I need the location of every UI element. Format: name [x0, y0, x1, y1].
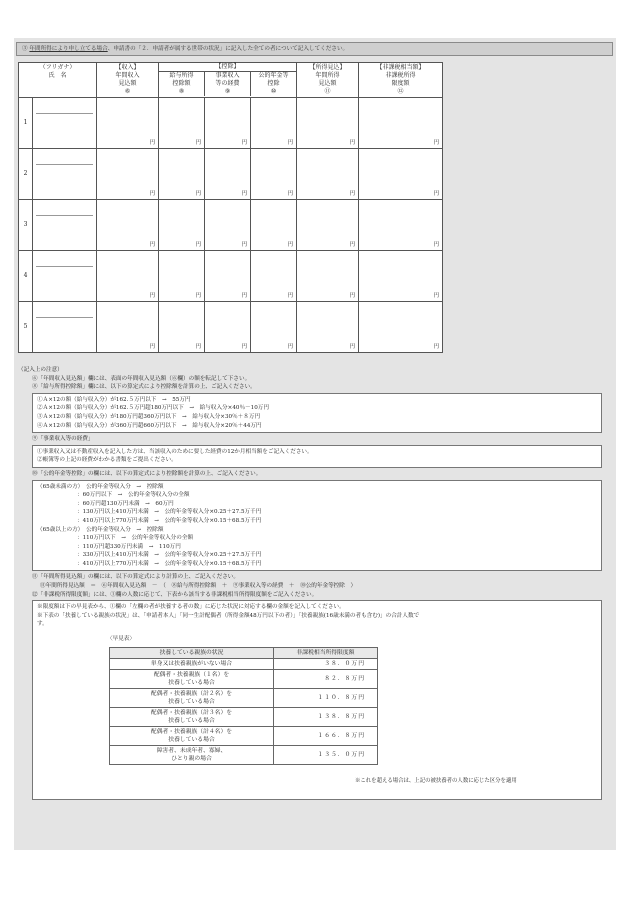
estimate-col-label-1: 年間所得 — [315, 72, 340, 79]
section-header-emphasis: 年間所得により申し立てる場合 — [29, 46, 108, 52]
quick-status-cell — [110, 707, 274, 726]
note-9-box — [32, 445, 602, 468]
note-10-item: ：60万円超130万円未満 → 60万円 — [77, 500, 174, 507]
limit-cell[interactable] — [359, 302, 443, 353]
note-12-text: す。 — [37, 621, 48, 628]
quick-row-label: 単身又は扶養親族がいない場合 — [150, 660, 233, 667]
ded1-cell[interactable] — [159, 302, 205, 353]
quick-row-label: 扶養している場合 — [168, 698, 215, 705]
table-row — [19, 251, 443, 302]
yen-unit: 円 — [149, 140, 156, 146]
ded3-cell[interactable] — [251, 302, 297, 353]
quick-row-label: 配偶者・扶養親族（１名）を — [153, 671, 230, 678]
quick-reference-table — [109, 647, 378, 765]
yen-unit: 円 — [433, 293, 440, 299]
note-8-item: ②Ａ×12の額（給与収入分）が162.５万円超180万円以下 → 給与収入分×40％－10万円 — [37, 405, 269, 412]
ded1-cell[interactable] — [159, 98, 205, 149]
quick-table-title: 〈早見表〉 — [107, 636, 135, 643]
table-header-row — [19, 63, 443, 98]
note-9: ⑨「事業収入等の経費」 — [32, 436, 94, 443]
quick-row-label: 扶養している場合 — [168, 736, 215, 743]
quick-row — [110, 707, 378, 726]
note-8-box — [32, 393, 602, 433]
table-row — [19, 302, 443, 353]
yen-unit: 円 — [149, 242, 156, 248]
yen-unit: 円 — [349, 344, 356, 350]
note-10-item: ：330万円以上410万円未満 → 公的年金等収入分×0.25＋27.5万千円 — [77, 552, 262, 559]
instructions — [18, 366, 600, 802]
yen-unit: 円 — [149, 191, 156, 197]
ded3-label-1: 公的年金等 — [258, 72, 289, 79]
note-10-item: ：410万円以上770万円未満 → 公的年金等収入分×0.15＋68.5万千円 — [77, 517, 262, 524]
note-10: ⑩「公的年金等控除」の欄には、以下の算定式により控除額を計算の上、ご記入ください。 — [32, 470, 262, 477]
note-12: ⑫「非課税所得限度額」には、①欄の人数に応じて、下表から該当する非課税相当所得限度額をご記入ください。 — [32, 591, 318, 598]
note-9-item: ①事業収入又は不動産収入を記入した方は、当該収入のために要した経費の12か月相当額をご記入ください。 — [37, 448, 313, 455]
income-cell[interactable] — [97, 302, 159, 353]
income-col-number: ⑥ — [124, 88, 131, 95]
estimate-col-number: ⑪ — [324, 88, 331, 95]
yen-unit: 円 — [241, 344, 248, 350]
name-cell[interactable] — [33, 302, 97, 353]
quick-row — [110, 669, 378, 688]
quick-row-label: 障害者、未成年者、寡婦、 — [156, 747, 227, 754]
note-10-item: ：60万円以下 → 公的年金等収入分の全額 — [77, 492, 190, 499]
note-12-box — [32, 600, 602, 800]
quick-status-cell — [110, 745, 274, 764]
quick-row-label: 配偶者・扶養親族（計４名）を — [150, 728, 233, 735]
yen-unit: 円 — [349, 242, 356, 248]
yen-unit: 円 — [433, 344, 440, 350]
ded2-cell[interactable] — [205, 302, 251, 353]
ded2-cell[interactable] — [205, 251, 251, 302]
name-label: 氏 名 — [48, 72, 67, 79]
ded3-header — [251, 72, 296, 96]
furigana-label: （フリガナ） — [39, 64, 76, 71]
limit-col-label-2: 限度額 — [391, 80, 410, 87]
note-12-text: ※限度額は下の早見表から、①欄の「左欄の者が扶養する者の数」に応じた状況に対応する欄の金額を記入してください。 — [37, 604, 345, 611]
name-header — [19, 63, 97, 98]
row-number: 2 — [19, 149, 33, 200]
quick-status-cell — [110, 658, 274, 669]
estimate-cell[interactable] — [297, 251, 359, 302]
limit-cell[interactable] — [359, 149, 443, 200]
income-cell[interactable] — [97, 251, 159, 302]
quick-limit-value: １３８．８万円 — [274, 707, 378, 726]
quick-limit-value: ８２．８万円 — [274, 669, 378, 688]
yen-unit: 円 — [149, 293, 156, 299]
ded2-number: ⑨ — [224, 88, 231, 95]
ded2-label-2: 等の経費 — [215, 80, 240, 87]
name-cell[interactable] — [33, 98, 97, 149]
table-row — [19, 149, 443, 200]
quick-row — [110, 726, 378, 745]
quick-head-limit: 非課税相当所得限度額 — [274, 647, 378, 658]
ded1-label-1: 給与所得 — [169, 72, 194, 79]
row-number: 5 — [19, 302, 33, 353]
ded3-cell[interactable] — [251, 200, 297, 251]
yen-unit: 円 — [241, 242, 248, 248]
ded2-header — [205, 72, 251, 96]
estimate-cell[interactable] — [297, 200, 359, 251]
row-number: 1 — [19, 98, 33, 149]
yen-unit: 円 — [241, 191, 248, 197]
estimate-group-label: 【所得見込】 — [309, 64, 346, 71]
ded3-label-2: 控除 — [267, 80, 280, 87]
quick-limit-value: １１０．８万円 — [274, 688, 378, 707]
ded2-cell[interactable] — [205, 149, 251, 200]
note-10-under65: （65歳未満の方） 公的年金等収入分 → 控除額 — [37, 483, 164, 490]
quick-table-header — [110, 647, 378, 658]
quick-row-label: 扶養している場合 — [168, 717, 215, 724]
yen-unit: 円 — [287, 344, 294, 350]
ded1-cell[interactable] — [159, 149, 205, 200]
limit-group-label: 【非課税相当額】 — [376, 64, 425, 71]
yen-unit: 円 — [349, 140, 356, 146]
table-row — [19, 200, 443, 251]
yen-unit: 円 — [287, 140, 294, 146]
quick-status-cell — [110, 669, 274, 688]
estimate-cell[interactable] — [297, 149, 359, 200]
limit-col-label-1: 非課税所得 — [385, 72, 416, 79]
yen-unit: 円 — [241, 140, 248, 146]
deduction-group-label: 【控除】 — [159, 63, 296, 72]
income-table — [18, 62, 443, 353]
ded1-cell[interactable] — [159, 200, 205, 251]
note-8-item: ④Ａ×12の額（給与収入分）が360万円超660万円以下 → 給与収入分×20％＋44万円 — [37, 422, 262, 429]
notes-heading: （記入上の注意） — [18, 367, 63, 373]
name-cell[interactable] — [33, 200, 97, 251]
note-8-item: ③Ａ×12の額（給与収入分）が180万円超360万円以下 → 給与収入分×30％＋８万円 — [37, 413, 261, 420]
note-11-formula: ⑪年間所得見込額 ＝ ⑥年間収入見込額 － （ ⑧給与所得控除額 ＋ ⑨事業収入等の経費 ＋ ⑩公的年金等控除 ） — [40, 583, 357, 590]
ded3-cell[interactable] — [251, 251, 297, 302]
ded3-cell[interactable] — [251, 149, 297, 200]
quick-head-status: 扶養している親族の状況 — [110, 647, 274, 658]
ded2-cell[interactable] — [205, 200, 251, 251]
quick-limit-value: １３５．０万円 — [274, 745, 378, 764]
ded1-header — [159, 72, 205, 96]
yen-unit: 円 — [349, 191, 356, 197]
yen-unit: 円 — [287, 242, 294, 248]
yen-unit: 円 — [287, 191, 294, 197]
quick-row — [110, 688, 378, 707]
quick-row-label: 配偶者・扶養親族（計２名）を — [150, 690, 233, 697]
yen-unit: 円 — [433, 140, 440, 146]
estimate-cell[interactable] — [297, 98, 359, 149]
limit-cell[interactable] — [359, 200, 443, 251]
quick-status-cell — [110, 726, 274, 745]
note-12-text: ※下表の「扶養している親族の状況」は、「申請者本人」「同一生計配偶者（所得金額48万円以下の者）」「扶養親族(16歳未満の者も含む)」の合計人数で — [37, 612, 420, 619]
ded3-number: ⑩ — [270, 88, 277, 95]
quick-row-label: ひとり親の場合 — [171, 755, 212, 762]
note-10-item: ：410万円以上770万円未満 → 公的年金等収入分×0.15＋68.5万千円 — [77, 560, 262, 567]
limit-cell[interactable] — [359, 98, 443, 149]
yen-unit: 円 — [195, 242, 202, 248]
estimate-cell[interactable] — [297, 302, 359, 353]
note-8: ⑧「給与所得控除額」欄には、以下の算定式により控除額を計算の上、ご記入ください。 — [32, 384, 256, 391]
yen-unit: 円 — [241, 293, 248, 299]
limit-header — [359, 63, 443, 98]
income-cell[interactable] — [97, 149, 159, 200]
income-header — [97, 63, 159, 98]
ded1-number: ⑧ — [178, 88, 185, 95]
quick-table-note: ※これを超える場合は、上記の被扶養者の人数に応じた区分を適用 — [355, 777, 517, 784]
quick-row-label: 扶養している場合 — [168, 679, 215, 686]
quick-status-cell — [110, 688, 274, 707]
note-6: ⑥「年間収入見込額」欄には、表面の年間収入見込額（⑥欄）の額を転記して下さい。 — [32, 375, 251, 382]
section-header-text: 、申請書の「２．申請者が属する世帯の状況」に記入した全ての者について記入してください。 — [107, 46, 349, 52]
note-11: ⑪「年間所得見込額」の欄には、以下の算定式により計算の上、ご記入ください。 — [32, 574, 239, 581]
quick-limit-value: １６６．８万円 — [274, 726, 378, 745]
yen-unit: 円 — [195, 293, 202, 299]
quick-limit-value: ３８．０万円 — [274, 658, 378, 669]
yen-unit: 円 — [433, 191, 440, 197]
income-cell[interactable] — [97, 98, 159, 149]
income-col-label-1: 年間収入 — [115, 72, 140, 79]
yen-unit: 円 — [195, 140, 202, 146]
quick-row — [110, 658, 378, 669]
yen-unit: 円 — [349, 293, 356, 299]
note-10-box — [32, 480, 602, 572]
yen-unit: 円 — [149, 344, 156, 350]
income-group-label: 【収入】 — [115, 64, 140, 71]
row-number: 4 — [19, 251, 33, 302]
estimate-col-label-2: 見込額 — [318, 80, 337, 87]
quick-row — [110, 745, 378, 764]
table-row — [19, 98, 443, 149]
estimate-header — [297, 63, 359, 98]
limit-col-number: ⑫ — [397, 88, 404, 95]
name-cell[interactable] — [33, 149, 97, 200]
note-10-item: ：130万円以上410万円未満 → 公的年金等収入分×0.25＋27.5万千円 — [77, 509, 262, 516]
section-header — [16, 42, 613, 56]
ded1-cell[interactable] — [159, 251, 205, 302]
note-10-item: ：110万円超330万円未満 → 110万円 — [77, 543, 181, 550]
section-number: ③ — [22, 46, 28, 52]
note-8-item: ①Ａ×12の額（給与収入分）が162.５万円以下 → 55万円 — [37, 396, 191, 403]
note-10-over65: （65歳以上の方） 公的年金等収入分 → 控除額 — [37, 526, 164, 533]
row-number: 3 — [19, 200, 33, 251]
income-col-label-2: 見込額 — [118, 80, 137, 87]
note-9-item: ②帳簿等の上記の経費がわかる書類をご提出ください。 — [37, 457, 177, 464]
ded2-label-1: 事業収入 — [215, 72, 240, 79]
deduction-header — [159, 63, 297, 98]
income-cell[interactable] — [97, 200, 159, 251]
note-10-item: ：110万円以下 → 公的年金等収入分の全額 — [77, 535, 194, 542]
yen-unit: 円 — [195, 344, 202, 350]
yen-unit: 円 — [195, 191, 202, 197]
ded2-cell[interactable] — [205, 98, 251, 149]
yen-unit: 円 — [287, 293, 294, 299]
ded3-cell[interactable] — [251, 98, 297, 149]
quick-row-label: 配偶者・扶養親族（計３名）を — [150, 709, 233, 716]
name-cell[interactable] — [33, 251, 97, 302]
limit-cell[interactable] — [359, 251, 443, 302]
ded1-label-2: 控除額 — [172, 80, 191, 87]
yen-unit: 円 — [433, 242, 440, 248]
